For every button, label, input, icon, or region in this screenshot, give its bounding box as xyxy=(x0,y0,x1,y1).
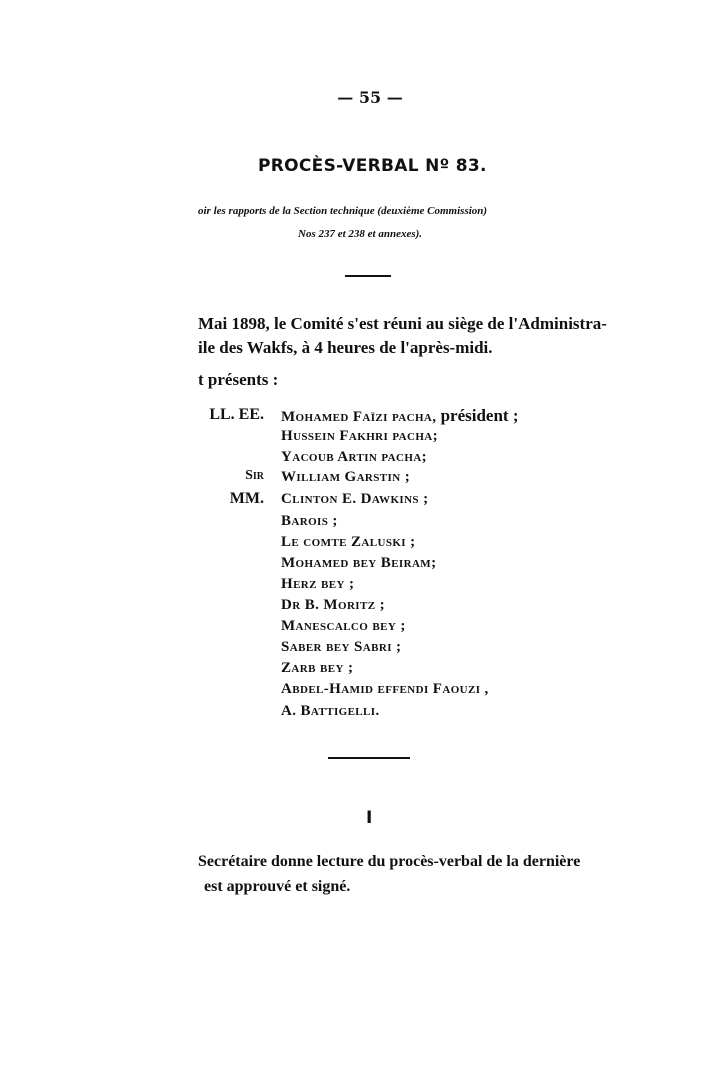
attendee: Herz bey ; xyxy=(281,576,355,592)
label-sir: Sir xyxy=(245,468,264,483)
attendee: Dr B. Moritz ; xyxy=(281,597,385,613)
attendee: Clinton E. Dawkins ; xyxy=(281,491,429,507)
attendee: Abdel-Hamid effendi Faouzi , xyxy=(281,681,489,697)
intro-line-2: ile des Wakfs, à 4 heures de l'après-midi. xyxy=(198,338,493,357)
page-number: — 55 — xyxy=(337,88,403,107)
attendee: William Garstin ; xyxy=(281,469,411,485)
page-title: PROCÈS-VERBAL Nº 83. xyxy=(258,156,487,176)
attendee: Mohamed bey Beiram; xyxy=(281,555,437,571)
attendee: Hussein Fakhri pacha; xyxy=(281,428,439,444)
president-name: Mohamed Faïzi pacha, xyxy=(281,409,437,425)
attendee-president xyxy=(281,406,519,426)
president-role: président ; xyxy=(440,406,519,425)
section-numeral: I xyxy=(366,808,373,828)
section-text-line-2: est approuvé et signé. xyxy=(204,878,351,895)
divider-rule xyxy=(328,757,410,759)
reference-note-line-2: Nos 237 et 238 et annexes). xyxy=(298,228,423,240)
attendee: Saber bey Sabri ; xyxy=(281,639,402,655)
reference-note-line-1: oir les rapports de la Section technique (deuxième Commission) xyxy=(198,205,488,217)
attendee: Yacoub Artin pacha; xyxy=(281,449,428,465)
label-excellencies: LL. EE. xyxy=(209,406,264,423)
attendee: A. Battigelli. xyxy=(281,703,380,719)
section-text-line-1: Secrétaire donne lecture du procès-verbal de la dernière xyxy=(198,853,581,870)
intro-line-1: Mai 1898, le Comité s'est réuni au siège de l'Administra- xyxy=(198,314,607,333)
attendee: Le comte Zaluski ; xyxy=(281,534,416,550)
attendee: Manescalco bey ; xyxy=(281,618,406,634)
attendee: Barois ; xyxy=(281,513,338,529)
attendee: Zarb bey ; xyxy=(281,660,354,676)
attendees-heading: t présents : xyxy=(198,370,279,389)
label-messieurs: MM. xyxy=(229,490,264,507)
divider-rule xyxy=(345,275,391,277)
